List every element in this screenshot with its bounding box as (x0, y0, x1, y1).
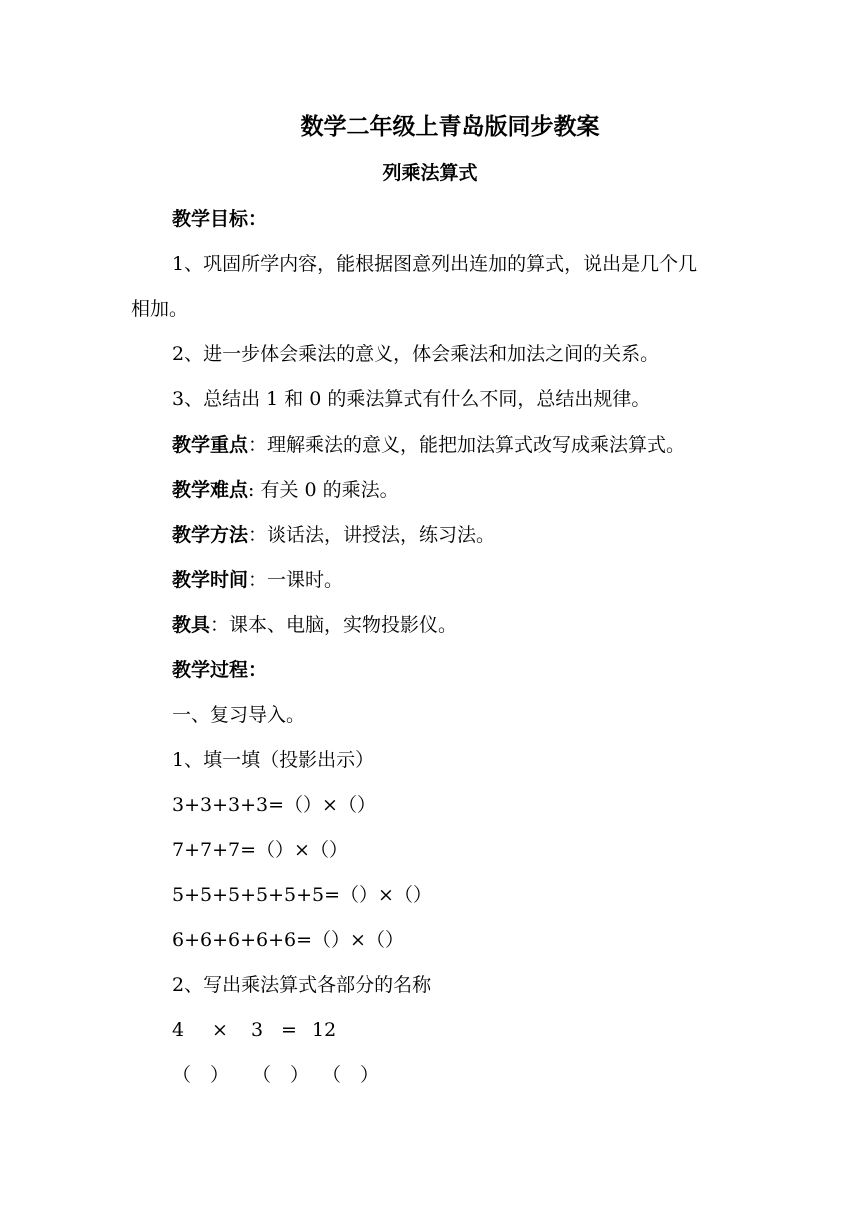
objective-1-line-2: 相加。 (131, 298, 189, 320)
tools-row (0, 612, 860, 638)
objective-1-line-1: 1、巩固所学内容，能根据图意列出连加的算式，说出是几个几 (172, 253, 698, 275)
objective-2: 2、进一步体会乘法的意义，体会乘法和加法之间的关系。 (172, 343, 660, 365)
key-point-text: ：理解乘法的意义，能把加法算式改写成乘法算式。 (248, 434, 686, 456)
document-title: 数学二年级上青岛版同步教案 (300, 114, 600, 140)
equation-3: 5+5+5+5+5+5=（）×（） (172, 884, 432, 906)
time-row (0, 567, 860, 593)
times-sign: × (212, 1019, 228, 1041)
difficulty-row (0, 477, 860, 503)
objectives-heading: 教学目标： (172, 208, 268, 230)
method-row (0, 522, 860, 548)
section-1-heading: 一、复习导入。 (172, 704, 306, 726)
equation-1: 3+3+3+3=（）×（） (172, 794, 376, 816)
item-2: 2、写出乘法算式各部分的名称 (172, 974, 432, 996)
tools-text: ：课本、电脑，实物投影仪。 (210, 614, 458, 636)
key-point-row (0, 432, 860, 458)
item-1: 1、填一填（投影出示） (172, 749, 375, 771)
factor-2: 3 (251, 1019, 264, 1041)
product: 12 (312, 1019, 337, 1041)
method-label: 教学方法 (172, 524, 249, 546)
blank-product: （ ） (322, 1064, 380, 1086)
factor-1: 4 (172, 1019, 185, 1041)
difficulty-label: 教学难点 (172, 479, 249, 501)
objective-3: 3、总结出 1 和 0 的乘法算式有什么不同，总结出规律。 (172, 388, 651, 410)
equation-2: 7+7+7=（）×（） (172, 839, 348, 861)
key-point-label: 教学重点 (172, 434, 249, 456)
tools-label: 教具 (172, 614, 211, 636)
method-text: ：谈话法，讲授法，练习法。 (248, 524, 496, 546)
time-label: 教学时间 (172, 569, 249, 591)
time-text: ：一课时。 (248, 569, 344, 591)
equation-4: 6+6+6+6+6=（）×（） (172, 929, 404, 951)
equals-sign: = (281, 1019, 297, 1041)
difficulty-text: : 有关 0 的乘法。 (248, 479, 399, 501)
blank-factor-2: （ ） (252, 1064, 310, 1086)
process-heading: 教学过程： (172, 659, 268, 681)
document-subtitle: 列乘法算式 (382, 162, 478, 184)
blank-factor-1: （ ） (172, 1064, 230, 1086)
